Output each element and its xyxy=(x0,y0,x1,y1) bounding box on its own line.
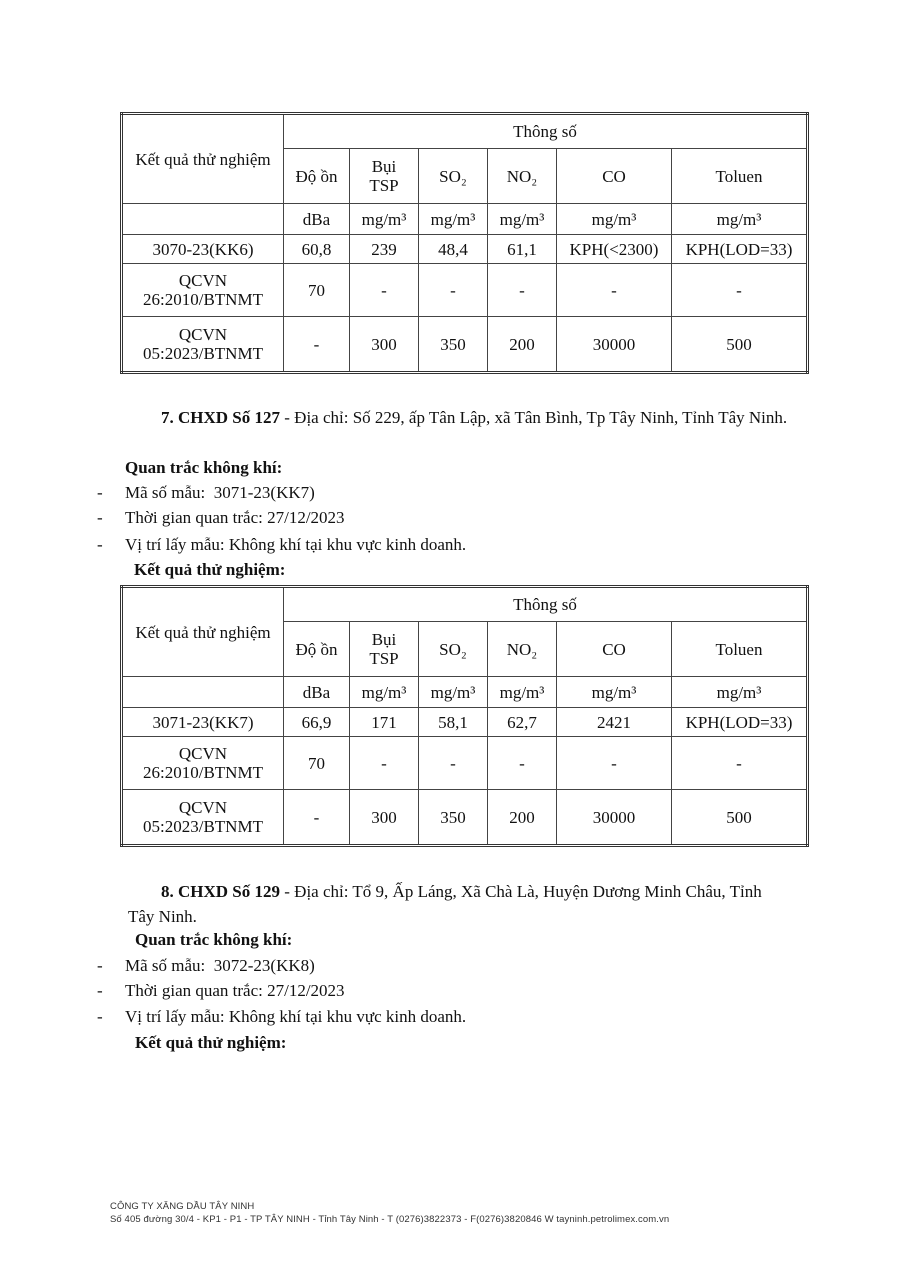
unit-blank xyxy=(122,204,284,235)
table-row xyxy=(122,317,808,373)
col-no2: NO₂ xyxy=(488,149,557,204)
table-row xyxy=(122,708,808,737)
unit-no2: mg/m³ xyxy=(488,677,557,708)
col-toluen: Toluen xyxy=(672,622,808,677)
cell: 171 xyxy=(350,708,419,737)
cell: 239 xyxy=(350,235,419,264)
row-label: QCVN 05:2023/BTNMT xyxy=(122,790,284,846)
cell: - xyxy=(557,264,672,317)
row-label: QCVN 05:2023/BTNMT xyxy=(122,317,284,373)
cell: 500 xyxy=(672,790,808,846)
table-row xyxy=(122,264,808,317)
cell: - xyxy=(350,737,419,790)
unit-so2: mg/m³ xyxy=(419,677,488,708)
cell: - xyxy=(284,317,350,373)
table-row xyxy=(122,235,808,264)
unit-toluen: mg/m³ xyxy=(672,677,808,708)
cell: - xyxy=(557,737,672,790)
footer-company: CÔNG TY XĂNG DẦU TÂY NINH xyxy=(110,1201,255,1212)
cell: 70 xyxy=(284,737,350,790)
cell: 300 xyxy=(350,317,419,373)
group-header: Thông số xyxy=(284,587,808,622)
col-tsp: Bụi TSP xyxy=(350,149,419,204)
unit-toluen: mg/m³ xyxy=(672,204,808,235)
unit-so2: mg/m³ xyxy=(419,204,488,235)
section-8-monitoring-heading: Quan trắc không khí: xyxy=(135,930,293,949)
cell: - xyxy=(419,737,488,790)
cell: 61,1 xyxy=(488,235,557,264)
unit-tsp: mg/m³ xyxy=(350,204,419,235)
table-row xyxy=(122,790,808,846)
unit-co: mg/m³ xyxy=(557,204,672,235)
col-so2: SO₂ xyxy=(419,622,488,677)
cell: KPH(LOD=33) xyxy=(672,708,808,737)
page-footer xyxy=(110,1200,669,1226)
row-label: 3071-23(KK7) xyxy=(122,708,284,737)
cell: 500 xyxy=(672,317,808,373)
cell: 58,1 xyxy=(419,708,488,737)
section-7-title: 7. CHXD Số 127 - Địa chỉ: Số 229, ấp Tân Lập, xã Tân Bình, Tp Tây Ninh, Tỉnh Tây Ninh. xyxy=(161,408,788,427)
unit-no2: mg/m³ xyxy=(488,204,557,235)
col-co: CO xyxy=(557,622,672,677)
table-row xyxy=(122,737,808,790)
header-label: Kết quả thử nghiệm xyxy=(122,587,284,677)
results-table-kk6 xyxy=(120,112,809,374)
cell: - xyxy=(284,790,350,846)
cell: KPH(<2300) xyxy=(557,235,672,264)
cell: - xyxy=(350,264,419,317)
unit-blank xyxy=(122,677,284,708)
cell: 66,9 xyxy=(284,708,350,737)
cell: 200 xyxy=(488,790,557,846)
document-page: Kết quả thử nghiệm Thông số Độ ồn Bụi TSP SO₂ NO₂ CO Toluen dBa mg/m³ mg/m³ mg/m³ mg/m³ mg/m³ 3070-23(KK6) 60,8 239 48,4 61,1 KPH(<2300) KPH(LOD=33) QCVN 26:2010/BTNMT 70 - - - - - QCVN 05:2023/BTNMT - 300 350 200 30000 500 7. CHXD Số 127 - Địa chỉ: Số 229, ấp Tân Lập, xã Tân Bình, Tp Tây Ninh, Tỉnh Tây Ninh. Quan trắc không khí: - Mã số mẫu: 3071-23(KK7) - Thời gian quan trắc: 27/12/2023 - Vị trí lấy mẫu: Không khí tại khu vực kinh doanh. Kết quả thử nghiệm: Kết quả thử nghiệm Thông số Độ ồn Bụi TSP SO₂ NO₂ CO Toluen dBa mg/m³ mg/m³ mg/m³ mg/m³ mg/m³ 3071-23(KK7) 66,9 171 58,1 62,7 2421 KPH(LOD=33) QCVN 26:2010/BTNMT 70 - - - - - QCVN 05:2023/BTNMT - 300 350 200 30000 500 8. CHXD Số 129 - Địa chỉ: Tổ 9, Ấp Láng, Xã Chà Là, Huyện Dương Minh Châu, Tỉnh Tây Ninh. Quan trắc không khí: - Mã số mẫu: 3072-23(KK8) - Thời gian quan trắc: 27/12/2023 - Vị trí lấy mẫu: Không khí tại khu vực kinh doanh. Kết quả thử nghiệm: CÔNG TY XĂNG DẦU TÂY NINH Số 405 đường 30/4 - KP1 - P1 - TP TÂY NINH - Tỉnh Tây Ninh - T (0276)3822373 - F(0276)3820846 W tayninh.petrolimex.com.vn xyxy=(0,0,900,1273)
cell: 2421 xyxy=(557,708,672,737)
col-noise: Độ ồn xyxy=(284,149,350,204)
cell: 300 xyxy=(350,790,419,846)
group-header: Thông số xyxy=(284,114,808,149)
cell: 350 xyxy=(419,790,488,846)
cell: - xyxy=(419,264,488,317)
col-so2: SO₂ xyxy=(419,149,488,204)
section-7-monitoring-heading: Quan trắc không khí: xyxy=(125,458,283,477)
cell: 70 xyxy=(284,264,350,317)
cell: - xyxy=(672,264,808,317)
cell: 30000 xyxy=(557,317,672,373)
cell: KPH(LOD=33) xyxy=(672,235,808,264)
section-8-title: 8. CHXD Số 129 - Địa chỉ: Tổ 9, Ấp Láng, Xã Chà Là, Huyện Dương Minh Châu, Tỉnh Tây Ninh. xyxy=(128,882,762,926)
cell: - xyxy=(488,737,557,790)
unit-co: mg/m³ xyxy=(557,677,672,708)
col-noise: Độ ồn xyxy=(284,622,350,677)
col-co: CO xyxy=(557,149,672,204)
unit-noise: dBa xyxy=(284,204,350,235)
cell: - xyxy=(672,737,808,790)
cell: - xyxy=(488,264,557,317)
cell: 48,4 xyxy=(419,235,488,264)
row-label: 3070-23(KK6) xyxy=(122,235,284,264)
col-tsp: Bụi TSP xyxy=(350,622,419,677)
cell: 60,8 xyxy=(284,235,350,264)
row-label: QCVN 26:2010/BTNMT xyxy=(122,737,284,790)
cell: 30000 xyxy=(557,790,672,846)
results-table-kk7 xyxy=(120,585,809,847)
cell: 200 xyxy=(488,317,557,373)
header-label: Kết quả thử nghiệm xyxy=(122,114,284,204)
footer-contact: Số 405 đường 30/4 - KP1 - P1 - TP TÂY NINH - Tỉnh Tây Ninh - T (0276)3822373 - F(0276)3820846 W tayninh.petrolimex.com.vn xyxy=(110,1214,670,1225)
cell: 350 xyxy=(419,317,488,373)
col-no2: NO₂ xyxy=(488,622,557,677)
section-8-result-heading: Kết quả thử nghiệm: xyxy=(135,1033,287,1052)
row-label: QCVN 26:2010/BTNMT xyxy=(122,264,284,317)
unit-tsp: mg/m³ xyxy=(350,677,419,708)
cell: 62,7 xyxy=(488,708,557,737)
col-toluen: Toluen xyxy=(672,149,808,204)
section-7-result-heading: Kết quả thử nghiệm: xyxy=(134,560,286,579)
unit-noise: dBa xyxy=(284,677,350,708)
